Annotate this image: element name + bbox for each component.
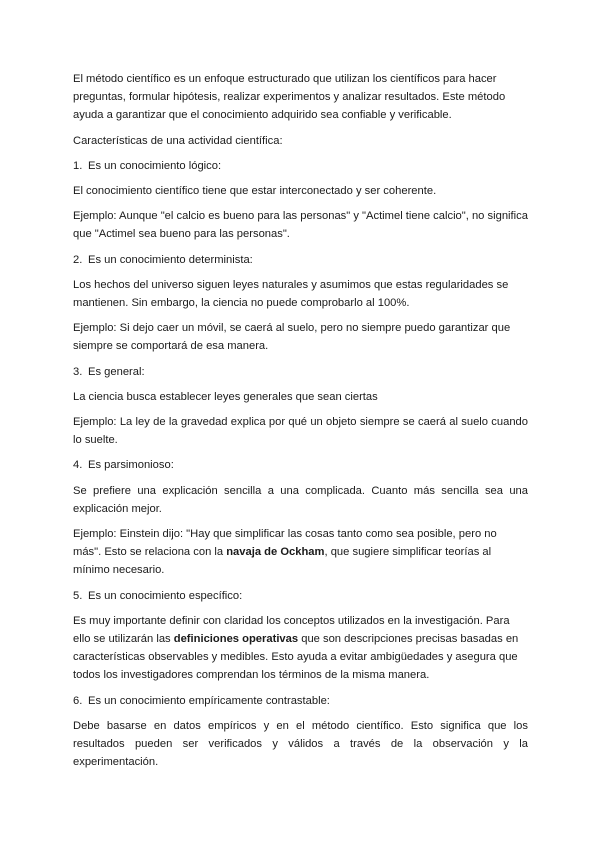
- item-heading-6: [73, 692, 528, 710]
- item-title: Es un conocimiento determinista:: [88, 253, 253, 266]
- item-title: Es parsimonioso:: [88, 459, 174, 472]
- item-number: 1.: [73, 159, 83, 172]
- example-text-start: Ejemplo: Einstein dijo: "Hay que simplificar las cosas tanto como sea posible, pero no más". Esto se relaciona con la: [73, 528, 497, 559]
- text-start: Es muy importante definir con claridad los conceptos utilizados en la investigación. Para ello se utilizarán las: [73, 614, 510, 646]
- item-text-6: Debe basarse en datos empíricos y en el método científico. Esto significa que los resultados pueden ser verificados y válidos a través de la observación y la experimentación.: [73, 719, 528, 769]
- item-example-1: Ejemplo: Aunque "el calcio es bueno para las personas" y "Actimel tiene calcio", no significa que "Actimel sea bueno para las personas".: [73, 210, 528, 241]
- item-text-5: [73, 612, 528, 685]
- item-text-3: La ciencia busca establecer leyes generales que sean ciertas: [73, 390, 378, 403]
- item-heading-1: [73, 157, 528, 175]
- example-text-end: , que sugiere simplificar teorías al mínimo necesario.: [73, 546, 492, 577]
- intro-paragraph: El método científico es un enfoque estructurado que utilizan los científicos para hacer preguntas, formular hipótesis, realizar experimentos y analizar resultados. Este método ayuda a garantizar que el conocimiento adquirido sea confiable y verificable.: [73, 73, 506, 122]
- item-example-3: Ejemplo: La ley de la gravedad explica por qué un objeto siempre se caerá al suelo cuando lo suelte.: [73, 416, 528, 447]
- text-end: que son descripciones precisas basadas en características observables y medibles. Esto ayuda a evitar ambigüedades y asegura que todos los investigadores comprendan los términos de la misma manera.: [73, 633, 519, 682]
- item-heading-5: [73, 587, 528, 605]
- item-title: Es un conocimiento específico:: [88, 589, 243, 602]
- item-example-2: Ejemplo: Si dejo caer un móvil, se caerá al suelo, pero no siempre puedo garantizar que siempre se comportará de esa manera.: [73, 322, 511, 353]
- item-heading-4: [73, 456, 528, 474]
- item-number: 5.: [73, 589, 83, 602]
- item-text-2: Los hechos del universo siguen leyes naturales y asumimos que estas regularidades se mantienen. Sin embargo, la ciencia no puede comprobarlo al 100%.: [73, 278, 509, 310]
- item-number: 2.: [73, 253, 83, 266]
- item-heading-3: [73, 363, 528, 381]
- item-number: 4.: [73, 459, 83, 472]
- document-page: [73, 70, 528, 779]
- item-title: Es un conocimiento lógico:: [88, 159, 222, 172]
- item-text-1: El conocimiento científico tiene que estar interconectado y ser coherente.: [73, 185, 437, 198]
- item-number: 3.: [73, 365, 83, 378]
- characteristics-title: Características de una actividad científica:: [73, 134, 283, 147]
- item-example-4: [73, 525, 528, 580]
- item-heading-2: [73, 251, 528, 269]
- ockham-term: navaja de Ockham: [226, 546, 325, 559]
- item-title: Es general:: [88, 365, 145, 378]
- item-number: 6.: [73, 694, 83, 707]
- item-title: Es un conocimiento empíricamente contrastable:: [88, 694, 330, 707]
- operational-definitions-term: definiciones operativas: [173, 633, 299, 646]
- item-text-4: Se prefiere una explicación sencilla a una complicada. Cuanto más sencilla sea una explicación mejor.: [73, 484, 528, 515]
